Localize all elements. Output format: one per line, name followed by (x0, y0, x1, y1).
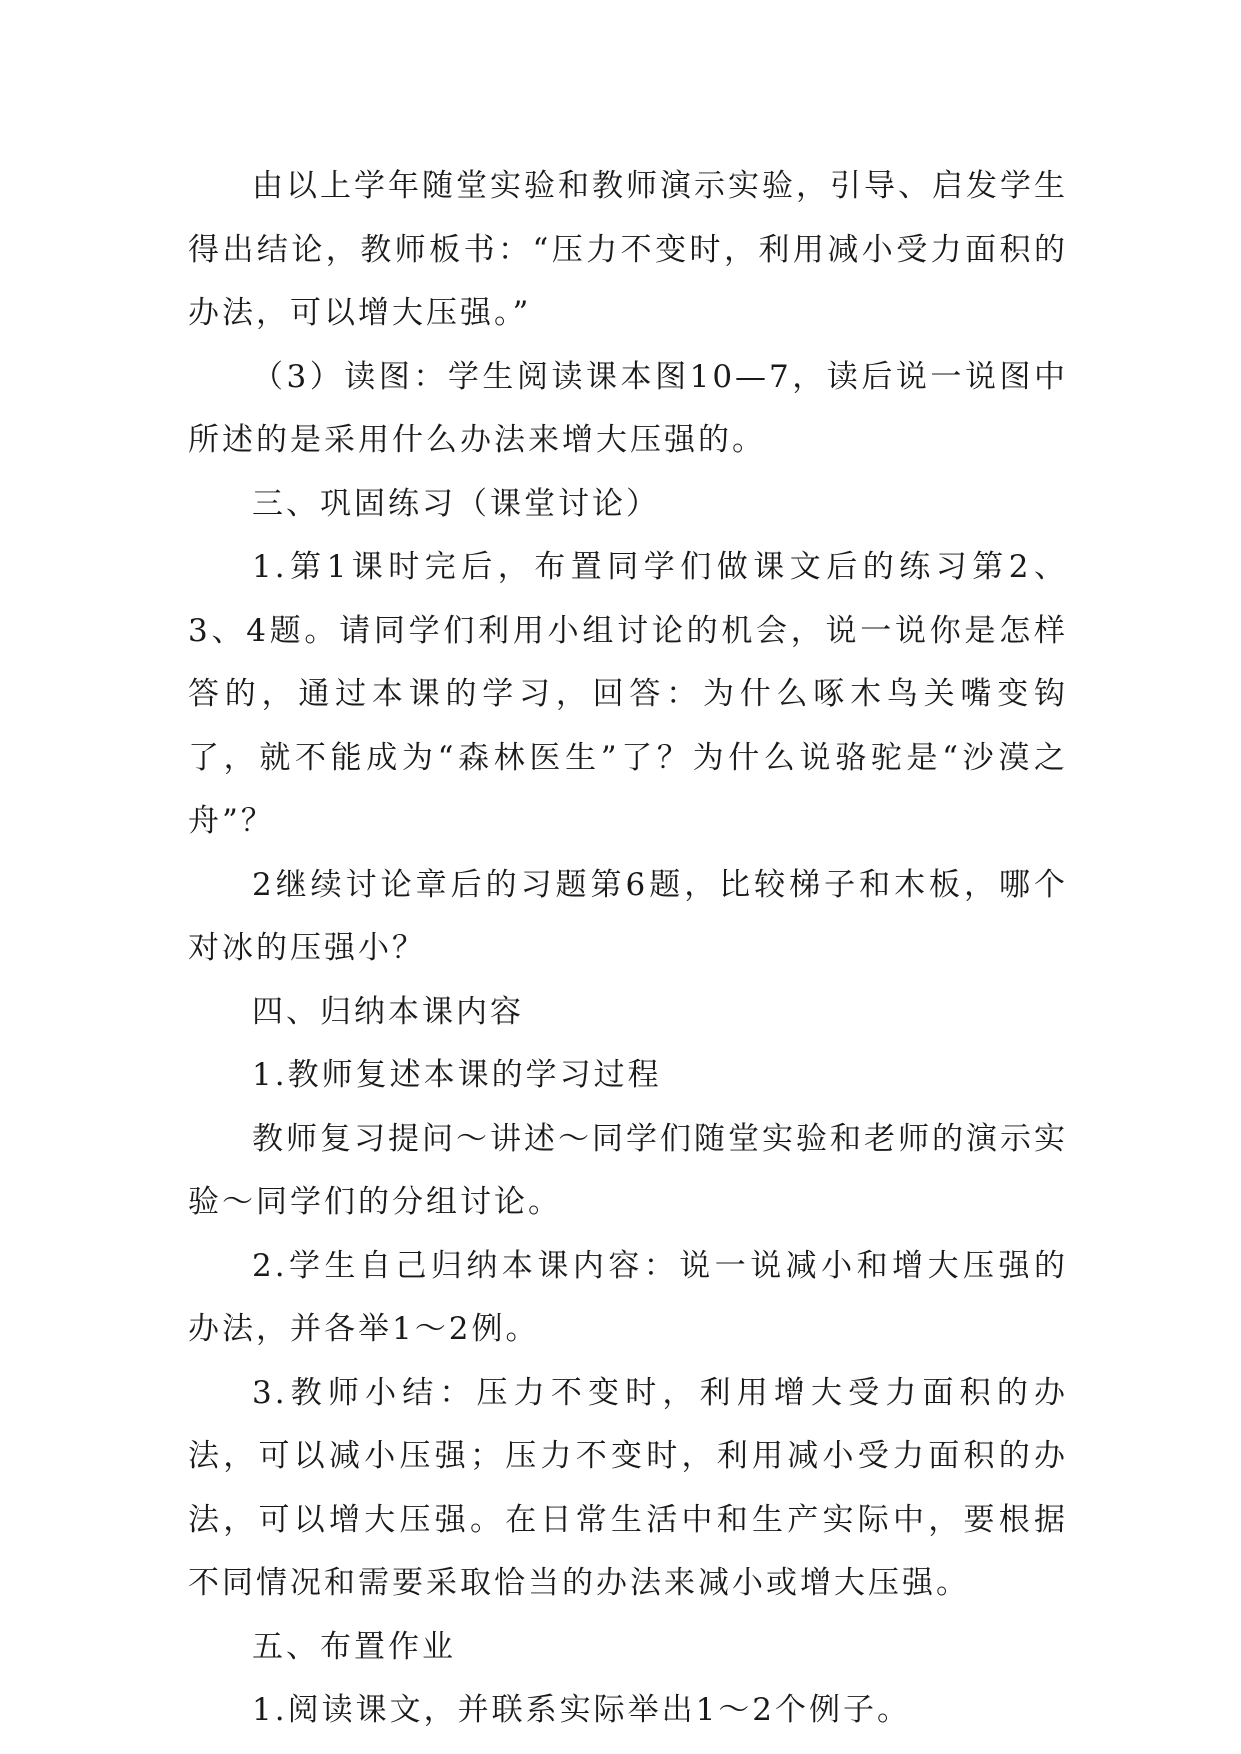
paragraph-summary-1: 1.教师复述本课的学习过程 (252, 1057, 662, 1093)
document-body (188, 155, 1068, 1743)
paragraph-read-figure: （3）读图：学生阅读课本图10—7，读后说一说图中所述的是采用什么办法来增大压强的。 (188, 358, 1068, 458)
paragraph-summary-process: 教师复习提问～讲述～同学们随堂实验和老师的演示实验～同学们的分组讨论。 (188, 1120, 1068, 1220)
heading-summary: 四、归纳本课内容 (252, 993, 524, 1030)
heading-consolidation-practice: 三、巩固练习（课堂讨论） (252, 485, 660, 522)
heading-homework: 五、布置作业 (252, 1628, 456, 1665)
paragraph-exercise-2: 2继续讨论章后的习题第6题，比较梯子和木板，哪个对冰的压强小？ (188, 866, 1068, 966)
paragraph-exercise-1: 1.第1课时完后，布置同学们做课文后的练习第2、3、4题。请同学们利用小组讨论的机会，说一说你是怎样答的，通过本课的学习，回答：为什么啄木鸟关嘴变钩了，就不能成为“森林医生”了？为什么说骆驼是“沙漠之舟”？ (188, 549, 1068, 839)
paragraph-summary-3: 3.教师小结：压力不变时，利用增大受力面积的办法，可以减小压强；压力不变时，利用减小受力面积的办法，可以增大压强。在日常生活中和生产实际中，要根据不同情况和需要采取恰当的办法来减小或增大压强。 (188, 1374, 1068, 1601)
paragraph-homework-1: 1.阅读课文，并联系实际举出1～2个例子。 (252, 1692, 912, 1728)
paragraph-summary-2: 2.学生自己归纳本课内容：说一说减小和增大压强的办法，并各举1～2例。 (188, 1247, 1068, 1347)
paragraph-conclusion: 由以上学年随堂实验和教师演示实验，引导、启发学生得出结论，教师板书：“压力不变时，利用减小受力面积的办法，可以增大压强。” (188, 168, 1068, 331)
